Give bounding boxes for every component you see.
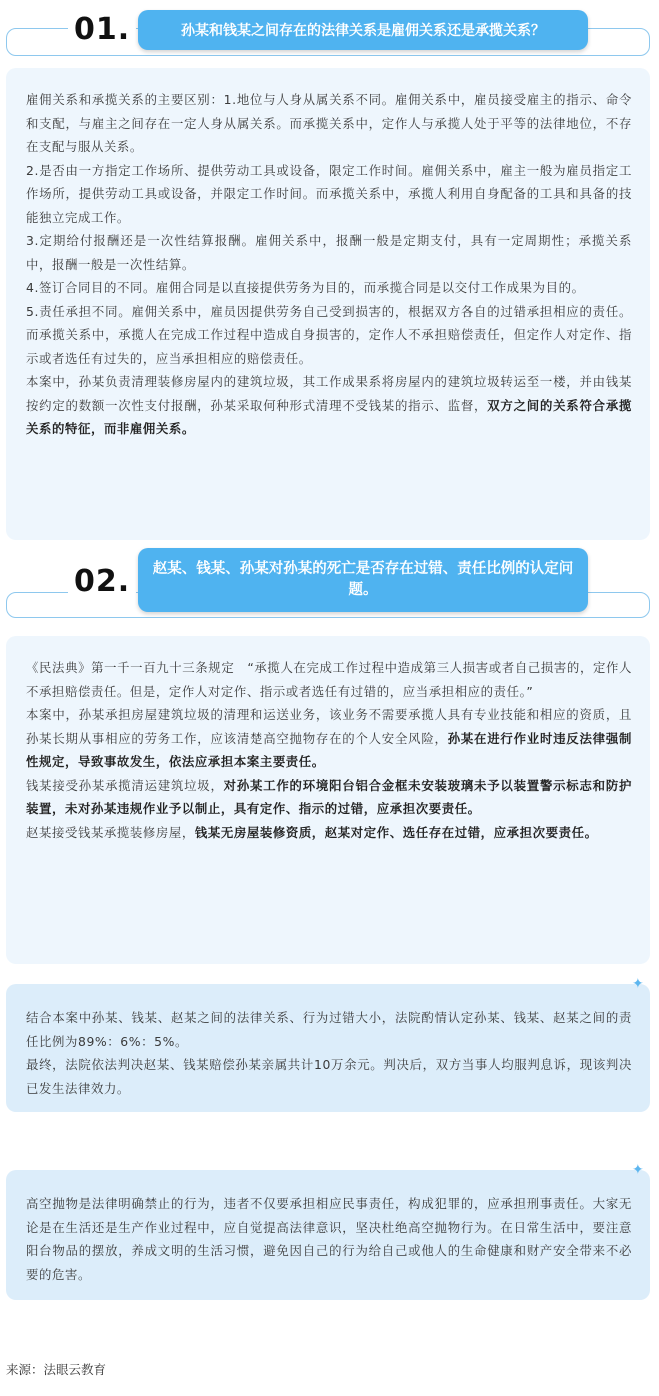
paragraph <box>26 703 632 774</box>
paragraph-text: 本案中，孙某负责清理装修房屋内的建筑垃圾，其工作成果系将房屋内的建筑垃圾转运至一楼，并由钱某按约定的数额一次性支付报酬，孙某采取何种形式清理不受钱某的指示、监督， <box>26 374 632 413</box>
sparkle-star-icon: ✦ <box>632 976 644 992</box>
paragraph: 高空抛物是法律明确禁止的行为，违者不仅要承担相应民事责任，构成犯罪的，应承担刑事责任。大家无论是在生活还是生产作业过程中，应自觉提高法律意识，坚决杜绝高空抛物行为。在日常生活中，要注意阳台物品的摆放，养成文明的生活习惯，避免因自己的行为给自己或他人的生命健康和财产安全带来不必要的危害。 <box>26 1196 632 1282</box>
emphasis-text: 孙某在进行作业时违反法律强制性规定，导致事故发生，依法应承担本案主要责任。 <box>26 730 633 769</box>
content-card-1 <box>6 68 650 540</box>
source-credit: 来源：法眼云教育 <box>6 1362 107 1377</box>
paragraph: 结合本案中孙某、钱某、赵某之间的法律关系、行为过错大小，法院酌情认定孙某、钱某、赵某之间的责任比例为89%：6%：5%。 <box>26 1010 632 1049</box>
section-title: 孙某和钱某之间存在的法律关系是雇佣关系还是承揽关系？ <box>138 10 588 50</box>
paragraph: 雇佣关系和承揽关系的主要区别：1.地位与人身从属关系不同。雇佣关系中，雇员接受雇主的指示、命令和支配，与雇主之间存在一定人身从属关系。而承揽关系中，定作人与承揽人处于平等的法律地位，不存在支配与服从关系。 <box>26 92 632 154</box>
section-number: 02. <box>68 564 136 599</box>
content-card-4 <box>6 1170 650 1300</box>
content-card-3 <box>6 984 650 1112</box>
paragraph-text: 本案中，孙某承担房屋建筑垃圾的清理和运送业务，该业务不需要承揽人具有专业技能和相应的资质，且孙某长期从事相应的劳务工作，应该清楚高空抛物存在的个人安全风险， <box>26 707 632 746</box>
section-header-2 <box>6 548 650 620</box>
sparkle-star-icon: ✦ <box>632 1162 644 1178</box>
paragraph: 3.定期给付报酬还是一次性结算报酬。雇佣关系中，报酬一般是定期支付，具有一定周期性；承揽关系中，报酬一般是一次性结算。 <box>26 233 632 272</box>
conclusion-text: 双方之间的关系符合承揽关系的特征，而非雇佣关系。 <box>26 397 633 436</box>
section-number: 01. <box>68 12 136 47</box>
paragraph <box>26 821 632 845</box>
paragraph: 2.是否由一方指定工作场所、提供劳动工具或设备，限定工作时间。雇佣关系中，雇主一般为雇员指定工作场所，提供劳动工具或设备，并限定工作时间。而承揽关系中，承揽人利用自身配备的工具和具备的技能独立完成工作。 <box>26 162 632 225</box>
paragraph-text: 赵某接受钱某承揽装修房屋， <box>26 824 195 840</box>
content-card-2 <box>6 636 650 964</box>
paragraph: 4.签订合同目的不同。雇佣合同是以直接提供劳务为目的，而承揽合同是以交付工作成果为目的。 <box>26 280 585 295</box>
paragraph <box>26 370 632 441</box>
paragraph: 《民法典》第一千一百九十三条规定 “承揽人在完成工作过程中造成第三人损害或者自己损害的，定作人不承担赔偿责任。但是，定作人对定作、指示或者选任有过错的，应当承担相应的责任。” <box>26 660 632 699</box>
emphasis-text: 钱某无房屋装修资质，赵某对定作、选任存在过错，应承担次要责任。 <box>194 824 598 840</box>
paragraph <box>26 774 632 821</box>
paragraph: 最终，法院依法判决赵某、钱某赔偿孙某亲属共计10万余元。判决后，双方当事人均服判息诉，现该判决已发生法律效力。 <box>26 1057 632 1096</box>
section-title: 赵某、钱某、孙某对孙某的死亡是否存在过错、责任比例的认定问题。 <box>138 548 588 612</box>
paragraph: 5.责任承担不同。雇佣关系中，雇员因提供劳务自己受到损害的，根据双方各自的过错承担相应的责任。而承揽关系中，承揽人在完成工作过程中造成自身损害的，定作人不承担赔偿责任，但定作人对定作、指示或者选任有过失的，应当承担相应的赔偿责任。 <box>26 303 632 366</box>
emphasis-text: 对孙某工作的环境阳台铝合金框未安装玻璃未予以装置警示标志和防护装置，未对孙某违规作业予以制止，具有定作、指示的过错，应承担次要责任。 <box>26 777 632 816</box>
paragraph-text: 钱某接受孙某承揽清运建筑垃圾， <box>26 777 224 793</box>
section-header-1 <box>6 6 650 62</box>
